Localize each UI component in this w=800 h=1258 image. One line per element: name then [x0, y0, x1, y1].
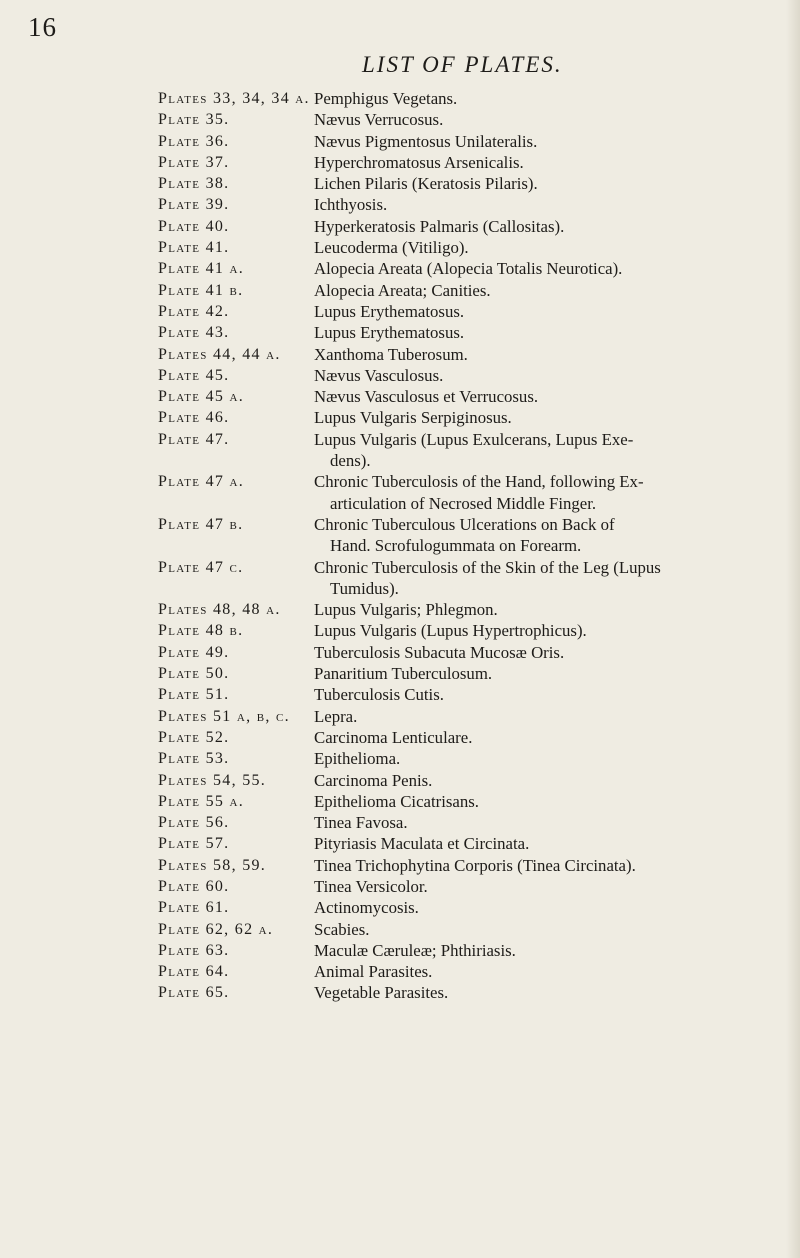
plate-label: Plate 38.: [158, 175, 230, 193]
plate-label: Plate 56.: [158, 814, 230, 832]
plate-title-line: Tinea Favosa.: [314, 813, 408, 833]
plate-title-line: Lupus Erythematosus.: [314, 323, 465, 343]
list-item: [158, 237, 778, 258]
plate-title-line: Vegetable Parasites.: [314, 983, 449, 1003]
plate-title: [314, 770, 776, 791]
list-item: [158, 386, 778, 407]
plate-title-line: Alopecia Areata (Alopecia Totalis Neurotica).: [314, 259, 623, 279]
plate-title-line: Tinea Versicolor.: [314, 876, 428, 896]
list-item: [158, 684, 778, 705]
plate-title-line: Animal Parasites.: [314, 962, 433, 982]
plate-title-line: Nævus Vasculosus.: [314, 365, 444, 385]
plate-title: [314, 791, 776, 812]
plate-title-line: Lupus Vulgaris; Phlegmon.: [314, 600, 498, 620]
plate-title: [314, 706, 776, 727]
running-head: LIST OF PLATES.: [362, 52, 563, 77]
list-item: [158, 791, 778, 812]
plate-title: [314, 897, 776, 918]
plate-title: [314, 109, 776, 130]
plate-label: Plates 44, 44 a.: [158, 345, 281, 363]
page-number: 16: [28, 12, 57, 42]
plate-label: Plates 33, 34, 34 a.: [158, 90, 310, 107]
list-item: [158, 216, 778, 237]
list-item: [158, 194, 778, 215]
plate-label: Plate 43.: [158, 324, 230, 342]
list-item: [158, 344, 778, 365]
plate-title: [314, 258, 776, 279]
plate-label: Plate 35.: [158, 111, 230, 129]
plate-label: Plates 54, 55.: [158, 771, 267, 789]
list-item: [158, 173, 778, 194]
plate-title-line: Pityriasis Maculata et Circinata.: [314, 834, 530, 854]
plate-label: Plate 57.: [158, 835, 230, 853]
plate-title-line: Alopecia Areata; Canities.: [314, 280, 491, 300]
plate-label: Plate 39.: [158, 196, 230, 214]
plate-label: Plate 47.: [158, 430, 230, 448]
plate-label: Plate 37.: [158, 153, 230, 171]
plate-title-line: Carcinoma Lenticulare.: [314, 727, 473, 747]
list-item: [158, 812, 778, 833]
list-item: [158, 514, 778, 557]
plate-title-continuation: Tumidus).: [330, 578, 399, 598]
plate-label: Plates 48, 48 a.: [158, 601, 281, 619]
plate-title: [314, 855, 776, 876]
plate-title: [314, 344, 776, 365]
plate-title: [314, 301, 776, 322]
list-item: [158, 429, 778, 472]
plate-title-line: Xanthoma Tuberosum.: [314, 344, 468, 364]
plate-label: Plates 51 a, b, c.: [158, 707, 290, 725]
plate-title: [314, 237, 776, 258]
plate-label: Plate 48 b.: [158, 622, 244, 640]
plate-title: [314, 322, 776, 343]
plate-title-line: Nævus Vasculosus et Verrucosus.: [314, 387, 539, 407]
plate-title: [314, 684, 776, 705]
plate-title-line: Lupus Erythematosus.: [314, 301, 465, 321]
list-item: [158, 365, 778, 386]
plate-title-line: Lupus Vulgaris (Lupus Exulcerans, Lupus Exe-: [314, 429, 634, 449]
list-item: [158, 620, 778, 641]
list-item: [158, 88, 778, 109]
plate-title: [314, 386, 776, 407]
list-item: [158, 599, 778, 620]
plate-title: [314, 663, 776, 684]
list-item: [158, 919, 778, 940]
list-item: [158, 152, 778, 173]
plate-title: [314, 557, 776, 600]
plate-label: Plate 63.: [158, 941, 230, 959]
list-item: [158, 706, 778, 727]
list-item: [158, 897, 778, 918]
plate-title: [314, 280, 776, 301]
plate-label: Plates 58, 59.: [158, 856, 267, 874]
plate-title: [314, 982, 776, 1003]
plate-label: Plate 47 a.: [158, 473, 245, 491]
plate-title: [314, 216, 776, 237]
plate-title-line: Ichthyosis.: [314, 195, 388, 215]
plate-label: Plate 49.: [158, 643, 230, 661]
plate-title-continuation: dens).: [330, 451, 371, 471]
list-item: [158, 301, 778, 322]
plate-label: Plate 42.: [158, 302, 230, 320]
plate-title: [314, 727, 776, 748]
plate-title: [314, 812, 776, 833]
plate-title-line: Actinomycosis.: [314, 898, 419, 918]
plate-label: Plate 40.: [158, 217, 230, 235]
plate-title: [314, 620, 776, 641]
plate-title-line: Lupus Vulgaris Serpiginosus.: [314, 408, 512, 428]
plate-title-line: Lichen Pilaris (Keratosis Pilaris).: [314, 174, 538, 194]
list-item: [158, 131, 778, 152]
plate-title-line: Scabies.: [314, 919, 370, 939]
list-of-plates: [158, 88, 778, 1004]
plate-title: [314, 152, 776, 173]
plate-title-line: Chronic Tuberculosis of the Hand, following Ex-: [314, 472, 644, 492]
list-item: [158, 471, 778, 514]
plate-title-line: Lupus Vulgaris (Lupus Hypertrophicus).: [314, 621, 587, 641]
plate-title: [314, 514, 776, 557]
plate-title-line: Panaritium Tuberculosum.: [314, 664, 493, 684]
plate-title-line: Chronic Tuberculous Ulcerations on Back of: [314, 514, 615, 534]
plate-label: Plate 53.: [158, 750, 230, 768]
list-item: [158, 748, 778, 769]
plate-title: [314, 876, 776, 897]
list-item: [158, 855, 778, 876]
plate-title-line: Carcinoma Penis.: [314, 770, 433, 790]
plate-title-line: Leucoderma (Vitiligo).: [314, 238, 469, 258]
plate-title: [314, 642, 776, 663]
plate-label: Plate 47 b.: [158, 515, 244, 533]
list-item: [158, 109, 778, 130]
plate-title: [314, 833, 776, 854]
list-item: [158, 280, 778, 301]
plate-label: Plate 41.: [158, 239, 230, 257]
plate-label: Plate 46.: [158, 409, 230, 427]
list-item: [158, 727, 778, 748]
list-item: [158, 322, 778, 343]
plate-title-line: Chronic Tuberculosis of the Skin of the Leg (Lupus: [314, 557, 661, 577]
plate-label: Plate 52.: [158, 728, 230, 746]
plate-title-line: Hyperkeratosis Palmaris (Callositas).: [314, 216, 565, 236]
plate-title: [314, 407, 776, 428]
plate-label: Plate 60.: [158, 877, 230, 895]
plate-title-line: Tinea Trichophytina Corporis (Tinea Circinata).: [314, 855, 636, 875]
plate-title: [314, 471, 776, 514]
plate-label: Plate 61.: [158, 899, 230, 917]
plate-label: Plate 62, 62 a.: [158, 920, 274, 938]
list-item: [158, 770, 778, 791]
plate-title: [314, 194, 776, 215]
plate-title-continuation: articulation of Necrosed Middle Finger.: [330, 493, 597, 513]
plate-title-line: Tuberculosis Subacuta Mucosæ Oris.: [314, 642, 565, 662]
plate-label: Plate 64.: [158, 963, 230, 981]
plate-title: [314, 365, 776, 386]
plate-title: [314, 919, 776, 940]
plate-label: Plate 41 a.: [158, 260, 245, 278]
plate-label: Plate 65.: [158, 984, 230, 1002]
list-item: [158, 642, 778, 663]
plate-title-line: Pemphigus Vegetans.: [314, 89, 458, 108]
plate-label: Plate 51.: [158, 686, 230, 704]
plate-title-line: Epithelioma Cicatrisans.: [314, 791, 479, 811]
plate-title: [314, 429, 776, 472]
list-item: [158, 663, 778, 684]
plate-title-continuation: Hand. Scrofulogummata on Forearm.: [330, 536, 582, 556]
page-edge-shadow: [786, 0, 800, 1258]
plate-label: Plate 41 b.: [158, 281, 244, 299]
plate-title-line: Maculæ Cæruleæ; Phthiriasis.: [314, 940, 516, 960]
plate-title: [314, 173, 776, 194]
plate-title-line: Nævus Pigmentosus Unilateralis.: [314, 131, 538, 151]
list-item: [158, 940, 778, 961]
plate-title: [314, 748, 776, 769]
plate-label: Plate 50.: [158, 665, 230, 683]
plate-label: Plate 45 a.: [158, 388, 245, 406]
plate-title: [314, 131, 776, 152]
plate-label: Plate 45.: [158, 366, 230, 384]
plate-label: Plate 47 c.: [158, 558, 244, 576]
plate-title-line: Lepra.: [314, 706, 358, 726]
plate-label: Plate 55 a.: [158, 792, 245, 810]
list-item: [158, 876, 778, 897]
plate-title: [314, 961, 776, 982]
plate-title-line: Nævus Verrucosus.: [314, 110, 444, 130]
plate-title: [314, 599, 776, 620]
plate-title: [314, 940, 776, 961]
plate-title-line: Hyperchromatosus Arsenicalis.: [314, 152, 524, 172]
list-item: [158, 557, 778, 600]
list-item: [158, 258, 778, 279]
list-item: [158, 407, 778, 428]
plate-title-line: Tuberculosis Cutis.: [314, 685, 444, 705]
plate-label: Plate 36.: [158, 132, 230, 150]
list-item: [158, 961, 778, 982]
list-item: [158, 982, 778, 1003]
list-item: [158, 833, 778, 854]
plate-title-line: Epithelioma.: [314, 749, 401, 769]
plate-title: [314, 88, 776, 109]
